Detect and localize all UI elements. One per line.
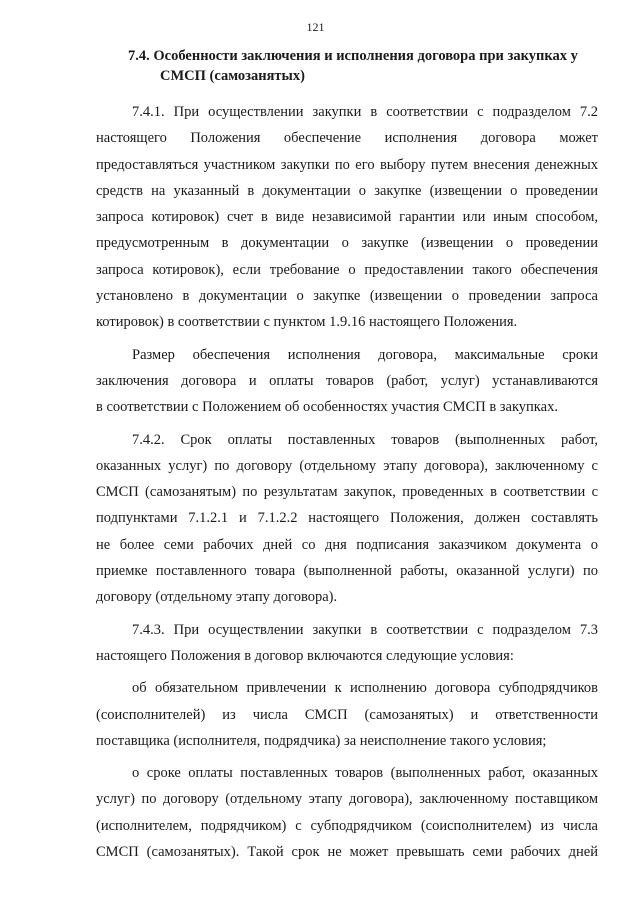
paragraph-line: не более семи рабочих дней со дня подписания заказчиком документа о xyxy=(96,536,598,553)
paragraph-line: предусмотренным в документации о закупке (извещении о проведении xyxy=(96,235,598,252)
paragraph-line: услуг) по договору (отдельному этапу договора), заключенному поставщиком xyxy=(96,791,598,808)
section-heading-line-1: 7.4. Особенности заключения и исполнения договора при закупках у xyxy=(128,48,578,64)
paragraph-line: оказанных услуг) по договору (отдельному этапу договора), заключенному с xyxy=(96,457,598,474)
paragraph-line: поставщика (исполнителя, подрядчика) за неисполнение такого условия; xyxy=(96,732,547,749)
paragraph xyxy=(96,675,598,754)
paragraph-line: запроса котировок) счет в виде независимой гарантии или иным способом, xyxy=(96,209,598,226)
paragraph-line: заключения договора и оплаты товаров (работ, услуг) устанавливаются xyxy=(96,372,598,389)
paragraph-line: (соисполнителей) из числа СМСП (самозанятых) и ответственности xyxy=(96,706,598,723)
paragraph xyxy=(96,99,598,336)
paragraph-line: в соответствии с Положением об особенностях участия СМСП в закупках. xyxy=(96,399,558,416)
paragraph-line: о сроке оплаты поставленных товаров (выполненных работ, оказанных xyxy=(132,765,598,782)
paragraph-line: СМСП (самозанятых). Такой срок не может превышать семи рабочих дней xyxy=(96,844,598,861)
paragraph-line: СМСП (самозанятым) по результатам закупок, проведенных в соответствии с xyxy=(96,484,598,501)
paragraph-line: Размер обеспечения исполнения договора, максимальные сроки xyxy=(132,346,598,363)
paragraph-line: приемке поставленного товара (выполненной работы, оказанной услуги) по xyxy=(96,563,598,580)
paragraph-line: котировок) в соответствии с пунктом 1.9.16 настоящего Положения. xyxy=(96,314,518,331)
page-number: 121 xyxy=(306,20,325,34)
paragraph-line: договору (отдельному этапу договора). xyxy=(96,589,338,606)
paragraph xyxy=(96,342,598,421)
section-heading xyxy=(128,46,598,86)
paragraph-line: средств на указанный в документации о закупке (извещении о проведении xyxy=(96,182,598,199)
paragraph-line: настоящего Положения в договор включаются следующие условия: xyxy=(96,647,514,664)
paragraph xyxy=(96,427,598,611)
paragraph-line: настоящего Положения обеспечение исполнения договора может xyxy=(96,130,598,147)
paragraph-line: предоставляться участником закупки по его выбору путем внесения денежных xyxy=(96,156,598,173)
paragraph-line: 7.4.2. Срок оплаты поставленных товаров (выполненных работ, xyxy=(132,431,598,448)
paragraph-line: подпунктами 7.1.2.1 и 7.1.2.2 настоящего Положения, должен составлять xyxy=(96,510,598,527)
paragraph xyxy=(96,760,598,865)
paragraph-line: 7.4.3. При осуществлении закупки в соответствии с подразделом 7.3 xyxy=(132,621,598,638)
paragraph-line: (исполнителем, подрядчиком) с субподрядчиком (соисполнителем) из числа xyxy=(96,817,598,834)
document-body xyxy=(96,99,598,871)
paragraph xyxy=(96,617,598,670)
paragraph-line: 7.4.1. При осуществлении закупки в соответствии с подразделом 7.2 xyxy=(132,104,598,120)
paragraph-line: установлено в документации о закупке (извещении о проведении запроса xyxy=(96,288,598,305)
section-heading-line-2: СМСП (самозанятых) xyxy=(160,68,305,84)
paragraph-line: запроса котировок), если требование о предоставлении такого обеспечения xyxy=(96,261,598,278)
paragraph-line: об обязательном привлечении к исполнению договора субподрядчиков xyxy=(132,680,598,697)
